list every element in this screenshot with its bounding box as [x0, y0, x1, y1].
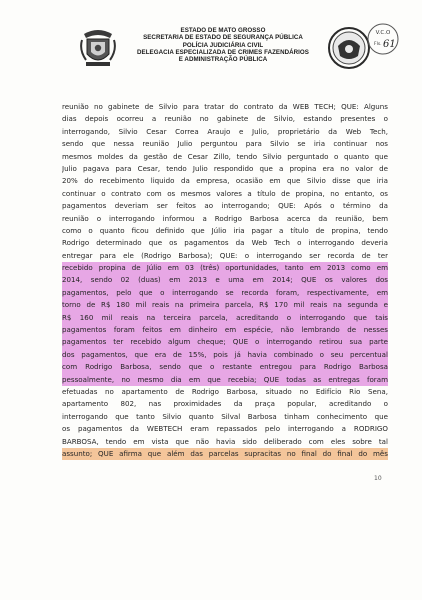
body-line: interrogando que tanto Silvio quanto Silval Barbosa tinham conhecimento que: [62, 411, 388, 421]
document-header: [118, 27, 328, 63]
stamp-fls-label: Fls.: [374, 42, 382, 47]
body-line-highlighted: R$ 160 mil reais na terceira parcela, acreditando o interrogando que tais: [62, 312, 388, 324]
body-line-highlighted: com Rodrigo Barbosa, sendo que o restante entregou para Rodrigo Barbosa: [62, 361, 388, 373]
body-line-highlighted: pagamentos, pelo que o interrogando se recorda foram, respectivamente, em: [62, 287, 388, 299]
stamp-text: V.C.O: [375, 30, 391, 36]
body-line-highlighted-orange: assunto; QUE afirma que além das parcelas supracitas no final do final do mês: [62, 448, 388, 460]
header-line-police: POLÍCIA JUDICIÁRIA CIVIL: [182, 41, 264, 49]
body-line-highlighted: dos pagamentos, que era de 15%, pois já havia combinado o seu percentual: [62, 349, 388, 361]
header-line-delegacy: DELEGACIA ESPECIALIZADA DE CRIMES FAZENDÁRIOS: [137, 48, 309, 56]
body-line-highlighted: pagamentos ter recebido algum cheque; QUE o interrogando retirou sua parte: [62, 336, 388, 348]
body-line: reunião o interrogando informou a Rodrigo Barbosa acerca da reunião, bem: [62, 213, 388, 223]
body-line-highlight-start: entregar para ele (Rodrigo Barbosa); QUE: o interrogando ser recorda de ter: [62, 250, 388, 260]
body-line: Julio pagava para Cesar, tendo Julio respondido que a propina era no valor de: [62, 163, 388, 173]
body-line: como o quanto ficou definido que Júlio iria pagar a título de propina, tendo: [62, 225, 388, 235]
body-line: interrogando, Silvio Cesar Correa Araujo e Julio, proprietário da Web Tech,: [62, 126, 388, 136]
body-line: 20% do recebimento liquido da empresa, ocasião em que Silvio disse que iria: [62, 176, 388, 186]
body-line: apartamento 802, nas proximidades da praça popular, acreditando o: [62, 399, 388, 409]
header-line-administration: E ADMINISTRAÇÃO PÚBLICA: [178, 56, 268, 64]
body-line-highlighted: pessoalmente, no mesmo dia em que recebia; QUE todas as entregas foram: [62, 374, 388, 386]
body-line: Rodrigo determinado que os pagamentos da Web Tech o interrogando deveria: [62, 238, 388, 248]
body-line-highlighted: pagamentos foram feitos em dinheiro em espécie, não lembrando de nesses: [62, 324, 388, 336]
coat-of-arms-icon: [78, 24, 118, 70]
body-line: continuar o contrato com os mesmos valores a título de propina, no entanto, os: [62, 188, 388, 198]
body-line-highlighted: 2014, sendo 02 (duas) em 2013 e uma em 2014; QUE os valores dos: [62, 274, 388, 286]
body-line: reunião no gabinete de Silvio para tratar do contrato da WEB TECH; QUE: Alguns: [62, 102, 388, 111]
body-line: efetuadas no apartamento de Rodrigo Barbosa, situado no Edifício Rio Sena,: [62, 386, 388, 396]
page-number: 10: [374, 475, 382, 482]
body-line: BARBOSA, tendo em vista que não havia sido deliberado com eles sobre tal: [62, 436, 388, 446]
body-line-highlighted: torno de R$ 180 mil reais na primeira parcela, R$ 170 mil reais na segunda e: [62, 299, 388, 311]
body-line: os pagamentos da WEBTECH eram repassados pelo interrogando a RODRIGO: [62, 424, 388, 434]
body-line: mesmos moldes da gestão de Cesar Zillo, tendo Silvio perguntado o quanto que: [62, 151, 388, 161]
police-seal-icon: [327, 26, 371, 70]
body-line: pagamentos deveriam ser feitos ao interrogando; QUE: Após o término da: [62, 201, 388, 211]
body-line: dias depois ocorreu a reunião no gabinete de Silvio, estando presentes o: [62, 114, 388, 124]
header-line-state: ESTADO DE MATO GROSSO: [180, 27, 266, 34]
body-line: sendo que nessa reunião Julio perguntou para Silvio se iria continuar nos: [62, 139, 388, 149]
document-body: [62, 101, 388, 460]
body-line-highlighted: recebido propina de Júlio em 03 (três) oportunidades, tanto em 2013 como em: [62, 262, 388, 274]
header-line-secretariat: SECRETARIA DE ESTADO DE SEGURANÇA PÚBLICA: [143, 34, 303, 42]
stamp-page-number: 61: [383, 39, 396, 50]
page-stamp: [366, 22, 400, 56]
